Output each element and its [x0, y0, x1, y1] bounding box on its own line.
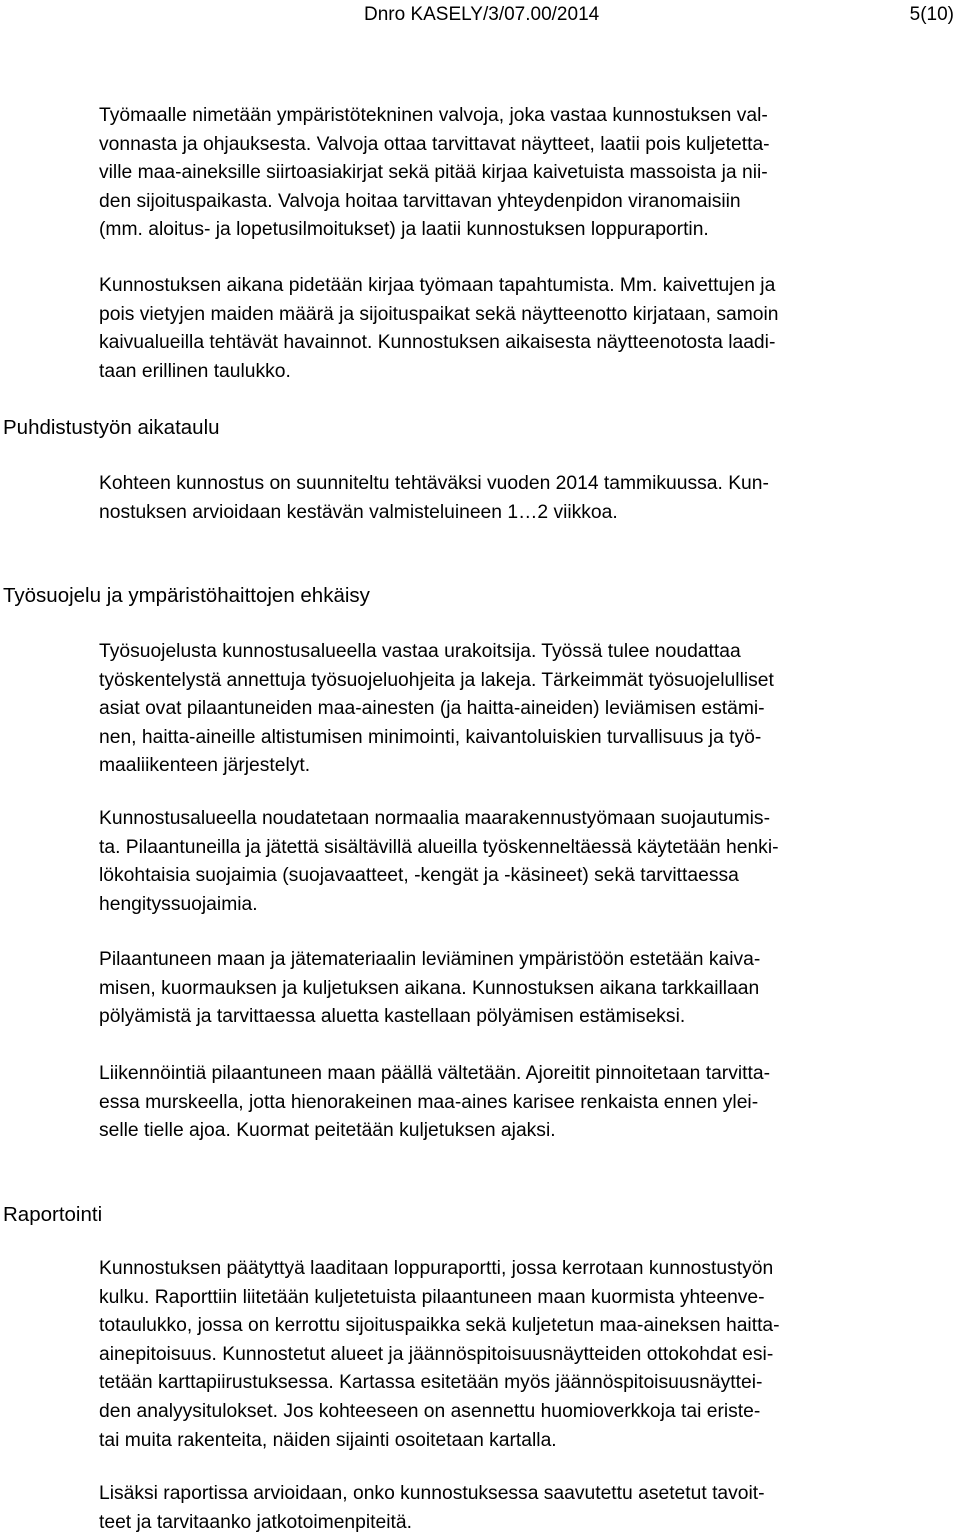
heading-schedule: Puhdistustyön aikataulu [3, 416, 220, 439]
paragraph-worksite-log: Kunnostuksen aikana pidetään kirjaa työmaan tapahtumista. Mm. kaivettujen ja pois vietyjen maiden määrä ja sijoituspaikat sekä näytteenotto kirjataan, samoin kaivualueilla tehtävät havainnot. Kunnostuksen aikaisesta näytteenotosta laadi- taan erillinen taulukko. [99, 275, 779, 382]
paragraph-supervisor: Työmaalle nimetään ympäristötekninen valvoja, joka vastaa kunnostuksen val- vonnasta ja ohjauksesta. Valvoja ottaa tarvittavat näytteet, laatii pois kuljetetta- ville maa-aineksille siirtoasiakirjat sekä pitää kirjaa kaivetuista massoista ja nii- den sijoituspaikasta. Valvoja hoitaa tarvittavan yhteydenpidon viranomaisiin (mm. aloitus- ja lopetusilmoitukset) ja laatii kunnostuksen loppuraportin. [99, 105, 770, 241]
heading-safety: Työsuojelu ja ympäristöhaittojen ehkäisy [3, 584, 370, 607]
page-number: 5(10) [909, 4, 954, 25]
page-header [0, 0, 960, 28]
heading-reporting: Raportointi [3, 1203, 103, 1226]
paragraph-evaluation: Lisäksi raportissa arvioidaan, onko kunnostuksessa saavutettu asetetut tavoit- teet ja tarvitaanko jatkotoimenpiteitä. [99, 1483, 765, 1533]
paragraph-protection: Kunnostusalueella noudatetaan normaalia maarakennustyömaan suojautumis- ta. Pilaantuneilla ja jätettä sisältävillä alueilla työskenneltäessä käytetään henki- lökohtaisia suojaimia (suojavaatteet, -kengät ja -käsineet) sekä tarvittaessa hengityssuojaimia. [99, 808, 779, 915]
document-reference: Dnro KASELY/3/07.00/2014 [364, 4, 600, 25]
paragraph-traffic: Liikennöintiä pilaantuneen maan päällä vältetään. Ajoreitit pinnoitetaan tarvitta- essa murskeella, jotta hienorakeinen maa-aines karisee renkaista ennen ylei- selle tielle ajoa. Kuormat peitetään kuljetuksen ajaksi. [99, 1063, 771, 1142]
paragraph-schedule: Kohteen kunnostus on suunniteltu tehtäväksi vuoden 2014 tammikuussa. Kun- nostuksen arvioidaan kestävän valmisteluineen 1…2 viikkoa. [99, 473, 769, 523]
paragraph-spreading-prevention: Pilaantuneen maan ja jätemateriaalin leviäminen ympäristöön estetään kaiva- misen, kuormauksen ja kuljetuksen aikana. Kunnostuksen aikana tarkkaillaan pölyämistä ja tarvittaessa aluetta kastellaan pölyämisen estämiseksi. [99, 949, 761, 1028]
paragraph-final-report: Kunnostuksen päätyttyä laaditaan loppuraportti, jossa kerrotaan kunnostustyön kulku. Raporttiin liitetään kuljetetuista pilaantuneen maan kuormista yhteenve- totaulukko, jossa on kerrottu sijoituspaikka sekä kuljetetun maa-aineksen haitta- ainepitoisuus. Kunnostetut alueet ja jäännöspitoisuusnäytteiden ottokohdat esi- tetään karttapiirustuksessa. Kartassa esitetään myös jäännöspitoisuusnäyttei- den analyysitulokset. Jos kohteeseen on asennettu huomioverkkoja tai eriste- tai muita rakenteita, näiden sijainti osoitetaan kartalla. [99, 1258, 780, 1451]
paragraph-occupational-safety: Työsuojelusta kunnostusalueella vastaa urakoitsija. Työssä tulee noudattaa työskentelystä annettuja työsuojeluohjeita ja lakeja. Tärkeimmät työsuojelulliset asiat ovat pilaantuneiden maa-ainesten (ja haitta-aineiden) leviämisen estämi- nen, haitta-aineille altistumisen minimointi, kaivantoluiskien turvallisuus ja työ- maaliikenteen järjestelyt. [99, 641, 774, 777]
